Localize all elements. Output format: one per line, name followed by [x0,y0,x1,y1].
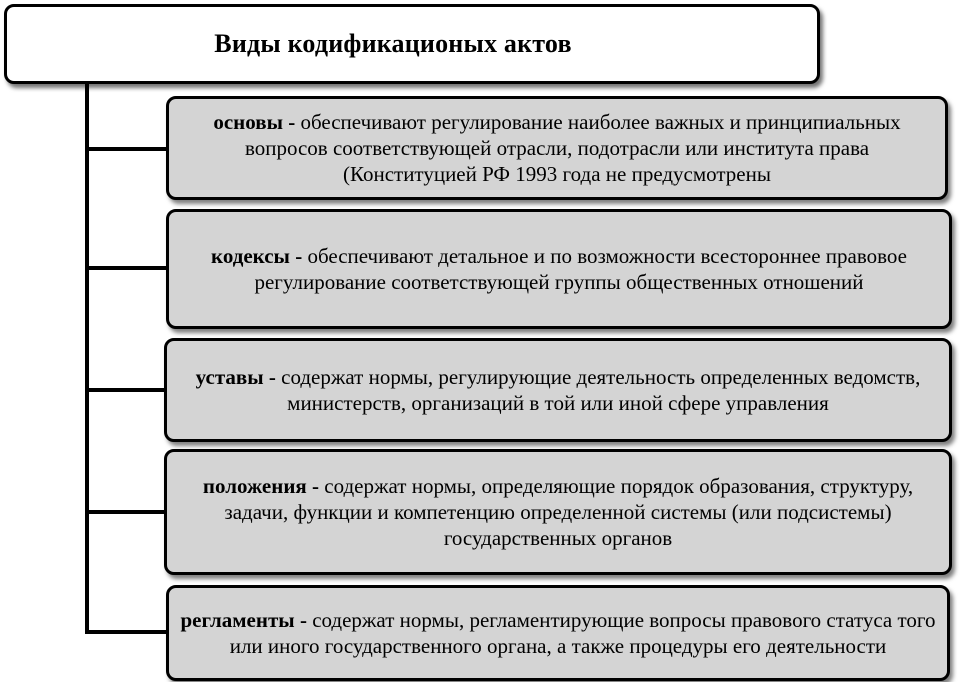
connector-branch-reglamenty [85,630,169,634]
item-description: обеспечивают регулирование наиболее важных и принципиальных вопросов соответствующей отрасли, подотрасли или института права (Конституцией РФ 1993 года не предусмотрены [244,110,901,186]
item-text [177,473,939,551]
item-text [179,243,939,295]
item-description: содержат нормы, регламентирующие вопросы правового статуса того или иного государственного органа, а также процедуры его деятельности [229,608,936,658]
item-description: содержат нормы, регулирующие деятельность определенных ведомств, министерств, организаций в той или иной сфере управления [281,365,921,415]
item-term: кодексы - [211,244,303,268]
item-description: содержат нормы, определяющие порядок образования, структуру, задачи, функции и компетенцию определенной системы (или подсистемы) государственных органов [224,474,914,550]
connector-branch-ustavy [85,388,167,392]
item-text [177,364,939,416]
connector-branch-kodeksy [85,266,169,270]
connector-trunk [85,84,89,634]
item-box-kodeksy [166,209,952,329]
item-box-polozheniya [164,449,952,575]
item-term: основы - [213,110,296,134]
title-box [4,4,820,84]
item-text [179,109,935,187]
diagram-title: Виды кодификационых актов [214,29,572,58]
item-term: регламенты - [180,608,307,632]
connector-branch-osnovy [85,147,169,151]
connector-branch-polozheniya [85,510,167,514]
item-term: уставы - [195,365,276,389]
item-box-reglamenty [166,585,950,681]
item-description: обеспечивают детальное и по возможности всестороннее правовое регулирование соответствующей группы общественных отношений [254,244,907,294]
item-text [179,607,937,659]
item-term: положения - [202,474,320,498]
item-box-osnovy [166,96,948,200]
item-box-ustavy [164,338,952,442]
